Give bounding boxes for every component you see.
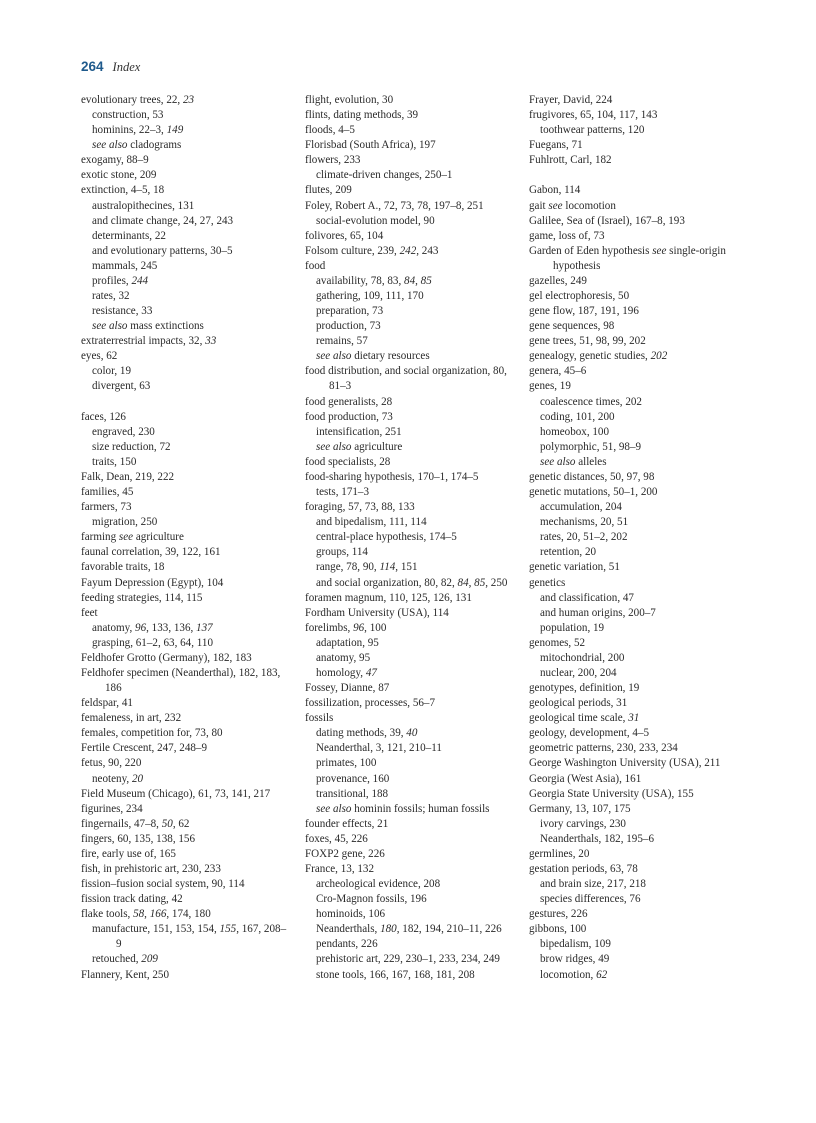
- index-entry: eyes, 62: [81, 350, 118, 363]
- index-entry: Galilee, Sea of (Israel), 167–8, 193: [529, 214, 685, 227]
- index-subentry: groups, 114: [316, 546, 368, 559]
- index-entry: gene trees, 51, 98, 99, 202: [529, 335, 646, 348]
- index-entry: geological time scale, 31: [529, 712, 640, 725]
- index-entry: Fordham University (USA), 114: [305, 606, 449, 619]
- index-entry: flight, evolution, 30: [305, 94, 394, 106]
- index-subentry: and bipedalism, 111, 114: [316, 516, 427, 529]
- index-entry: food production, 73: [305, 410, 393, 423]
- index-entry: Georgia (West Asia), 161: [529, 772, 642, 785]
- index-entry: floods, 4–5: [305, 124, 355, 137]
- index-subentry: prehistoric art, 229, 230–1, 233, 234, 249: [316, 953, 500, 966]
- index-entry: fish, in prehistoric art, 230, 233: [81, 862, 221, 875]
- index-subentry: availability, 78, 83, 84, 85: [316, 274, 432, 287]
- index-subentry: anatomy, 95: [316, 651, 371, 664]
- index-subentry: color, 19: [92, 365, 131, 378]
- index-entry: game, loss of, 73: [529, 229, 605, 242]
- index-subentry: anatomy, 96, 133, 136, 137: [92, 621, 213, 634]
- index-entry: favorable traits, 18: [81, 561, 165, 574]
- index-subentry: archeological evidence, 208: [316, 878, 441, 891]
- index-entry: France, 13, 132: [305, 862, 375, 875]
- index-column-1: [81, 93, 291, 983]
- index-entry: faunal correlation, 39, 122, 161: [81, 546, 221, 559]
- index-subentry: mammals, 245: [92, 259, 158, 272]
- index-subentry: social-evolution model, 90: [316, 214, 435, 227]
- index-entry: forelimbs, 96, 100: [305, 621, 387, 634]
- index-entry: extinction, 4–5, 18: [81, 184, 165, 197]
- index-entry: Foley, Robert A., 72, 73, 78, 197–8, 251: [305, 199, 484, 212]
- page-header: [81, 58, 140, 76]
- index-subentry: locomotion, 62: [540, 968, 608, 981]
- index-subentry: engraved, 230: [92, 425, 155, 438]
- index-entry: geometric patterns, 230, 233, 234: [529, 742, 678, 755]
- index-subentry: determinants, 22: [92, 229, 166, 242]
- index-entry: fire, early use of, 165: [81, 847, 176, 860]
- index-subentry: tests, 171–3: [316, 486, 370, 499]
- index-entry: foxes, 45, 226: [305, 832, 368, 845]
- index-subentry: population, 19: [540, 621, 605, 634]
- index-subentry: intensification, 251: [316, 425, 402, 438]
- index-subentry: and classification, 47: [540, 591, 634, 604]
- index-subentry: see also agriculture: [316, 440, 403, 453]
- index-entry: Feldhofer specimen (Neanderthal), 182, 183, 186: [81, 666, 281, 695]
- index-entry: foraging, 57, 73, 88, 133: [305, 501, 415, 514]
- index-entry: femaleness, in art, 232: [81, 712, 182, 725]
- index-subentry: retention, 20: [540, 546, 597, 559]
- index-entry: genetic mutations, 50–1, 200: [529, 486, 658, 499]
- index-entry: genetic distances, 50, 97, 98: [529, 470, 655, 483]
- index-entry: fission track dating, 42: [81, 893, 183, 906]
- index-entry: food-sharing hypothesis, 170–1, 174–5: [305, 470, 479, 483]
- index-subentry: range, 78, 90, 114, 151: [316, 561, 418, 574]
- index-subentry: and human origins, 200–7: [540, 606, 656, 619]
- index-entry: Falk, Dean, 219, 222: [81, 470, 175, 483]
- index-subentry: species differences, 76: [540, 893, 641, 906]
- index-entry: feeding strategies, 114, 115: [81, 591, 203, 604]
- index-subentry: hominoids, 106: [316, 908, 386, 921]
- index-entry: Flannery, Kent, 250: [81, 968, 170, 981]
- index-subentry: coalescence times, 202: [540, 395, 642, 408]
- index-entry: gene sequences, 98: [529, 320, 615, 333]
- index-entry: genotypes, definition, 19: [529, 682, 640, 695]
- index-subentry: Neanderthals, 180, 182, 194, 210–11, 226: [316, 923, 502, 936]
- index-entry: evolutionary trees, 22, 23: [81, 94, 195, 106]
- index-column-3: [529, 93, 744, 983]
- index-entry: germlines, 20: [529, 847, 590, 860]
- index-subentry: mitochondrial, 200: [540, 651, 625, 664]
- page-number: 264: [81, 59, 104, 74]
- index-entry: Fuhlrott, Carl, 182: [529, 154, 612, 167]
- index-subentry: bipedalism, 109: [540, 938, 611, 951]
- index-entry: food: [305, 259, 326, 272]
- index-entry: females, competition for, 73, 80: [81, 727, 223, 740]
- index-subentry: adaptation, 95: [316, 636, 379, 649]
- index-entry: foramen magnum, 110, 125, 126, 131: [305, 591, 472, 604]
- index-entry: gestation periods, 63, 78: [529, 862, 638, 875]
- index-subentry: remains, 57: [316, 335, 368, 348]
- index-subentry: see also dietary resources: [316, 350, 430, 363]
- index-subentry: neoteny, 20: [92, 772, 144, 785]
- index-entry: gibbons, 100: [529, 923, 587, 936]
- index-entry: flutes, 209: [305, 184, 352, 197]
- index-entry: food distribution, and social organization, 80, 81–3: [305, 365, 507, 393]
- index-entry: food specialists, 28: [305, 455, 391, 468]
- index-entry: fossils: [305, 712, 334, 725]
- index-entry: genomes, 52: [529, 636, 586, 649]
- index-entry: fission–fusion social system, 90, 114: [81, 878, 245, 891]
- index-column-2: [305, 93, 517, 983]
- index-entry: Gabon, 114: [529, 184, 581, 197]
- letter-group-gap: [81, 395, 291, 410]
- index-subentry: and social organization, 80, 82, 84, 85, 250: [316, 576, 508, 589]
- index-subentry: and brain size, 217, 218: [540, 878, 646, 891]
- index-entry: FOXP2 gene, 226: [305, 847, 385, 860]
- index-entry: exotic stone, 209: [81, 169, 157, 182]
- index-subentry: migration, 250: [92, 516, 158, 529]
- index-subentry: manufacture, 151, 153, 154, 155, 167, 208–9: [92, 923, 287, 951]
- index-entry: Fayum Depression (Egypt), 104: [81, 576, 224, 589]
- index-entry: Field Museum (Chicago), 61, 73, 141, 217: [81, 787, 271, 800]
- index-entry: Feldhofer Grotto (Germany), 182, 183: [81, 651, 252, 664]
- index-entry: Frayer, David, 224: [529, 94, 613, 106]
- index-entry: genera, 45–6: [529, 365, 587, 378]
- index-subentry: rates, 20, 51–2, 202: [540, 531, 628, 544]
- index-subentry: homology, 47: [316, 666, 377, 679]
- index-entry: gestures, 226: [529, 908, 588, 921]
- running-title: Index: [112, 60, 141, 74]
- index-subentry: Cro-Magnon fossils, 196: [316, 893, 427, 906]
- index-entry: figurines, 234: [81, 802, 143, 815]
- index-subentry: accumulation, 204: [540, 501, 622, 514]
- index-subentry: divergent, 63: [92, 380, 151, 393]
- index-entry: fingers, 60, 135, 138, 156: [81, 832, 196, 845]
- index-entry: founder effects, 21: [305, 817, 389, 830]
- index-subentry: brow ridges, 49: [540, 953, 610, 966]
- index-subentry: hominins, 22–3, 149: [92, 124, 184, 137]
- index-subentry: toothwear patterns, 120: [540, 124, 645, 137]
- index-subentry: profiles, 244: [92, 274, 149, 287]
- index-entry: folivores, 65, 104: [305, 229, 384, 242]
- index-subentry: dating methods, 39, 40: [316, 727, 418, 740]
- index-subentry: primates, 100: [316, 757, 377, 770]
- index-subentry: size reduction, 72: [92, 440, 171, 453]
- index-subentry: pendants, 226: [316, 938, 378, 951]
- index-entry: flowers, 233: [305, 154, 361, 167]
- index-subentry: grasping, 61–2, 63, 64, 110: [92, 636, 213, 649]
- index-entry: feldspar, 41: [81, 697, 133, 710]
- index-entry: Germany, 13, 107, 175: [529, 802, 631, 815]
- index-subentry: Neanderthal, 3, 121, 210–11: [316, 742, 442, 755]
- index-entry: flake tools, 58, 166, 174, 180: [81, 908, 211, 921]
- index-entry: Garden of Eden hypothesis see single-origin hypothesis: [529, 244, 726, 272]
- index-entry: gait see locomotion: [529, 199, 616, 212]
- index-subentry: climate-driven changes, 250–1: [316, 169, 453, 182]
- index-entry: gene flow, 187, 191, 196: [529, 305, 639, 318]
- index-entry: Fossey, Dianne, 87: [305, 682, 390, 695]
- index-entry: exogamy, 88–9: [81, 154, 149, 167]
- index-subentry: Neanderthals, 182, 195–6: [540, 832, 654, 845]
- index-entry: farmers, 73: [81, 501, 132, 514]
- index-subentry: homeobox, 100: [540, 425, 610, 438]
- index-entry: genetic variation, 51: [529, 561, 620, 574]
- index-entry: Folsom culture, 239, 242, 243: [305, 244, 439, 257]
- index-entry: George Washington University (USA), 211: [529, 757, 721, 770]
- index-subentry: coding, 101, 200: [540, 410, 615, 423]
- index-subentry: rates, 32: [92, 290, 130, 303]
- index-entry: geology, development, 4–5: [529, 727, 650, 740]
- index-entry: flints, dating methods, 39: [305, 109, 419, 122]
- index-subentry: preparation, 73: [316, 305, 384, 318]
- index-entry: genealogy, genetic studies, 202: [529, 350, 668, 363]
- index-entry: families, 45: [81, 486, 134, 499]
- index-subentry: gathering, 109, 111, 170: [316, 290, 424, 303]
- index-subentry: polymorphic, 51, 98–9: [540, 440, 642, 453]
- index-subentry: retouched, 209: [92, 953, 158, 966]
- index-subentry: mechanisms, 20, 51: [540, 516, 629, 529]
- index-subentry: production, 73: [316, 320, 381, 333]
- index-entry: feet: [81, 606, 98, 619]
- index-entry: Fuegans, 71: [529, 139, 583, 152]
- index-entry: Fertile Crescent, 247, 248–9: [81, 742, 208, 755]
- index-entry: gazelles, 249: [529, 274, 587, 287]
- index-subentry: central-place hypothesis, 174–5: [316, 531, 457, 544]
- index-subentry: see also alleles: [540, 455, 607, 468]
- index-subentry: see also hominin fossils; human fossils: [316, 802, 490, 815]
- index-subentry: provenance, 160: [316, 772, 390, 785]
- letter-group-gap: [529, 168, 744, 183]
- index-entry: gel electrophoresis, 50: [529, 290, 630, 303]
- index-entry: fossilization, processes, 56–7: [305, 697, 436, 710]
- index-entry: genetics: [529, 576, 566, 589]
- index-subentry: traits, 150: [92, 455, 137, 468]
- index-entry: food generalists, 28: [305, 395, 393, 408]
- index-subentry: see also cladograms: [92, 139, 182, 152]
- index-entry: extraterrestrial impacts, 32, 33: [81, 335, 217, 348]
- index-entry: faces, 126: [81, 410, 126, 423]
- index-subentry: resistance, 33: [92, 305, 153, 318]
- index-entry: Georgia State University (USA), 155: [529, 787, 694, 800]
- index-subentry: australopithecines, 131: [92, 199, 195, 212]
- index-entry: fingernails, 47–8, 50, 62: [81, 817, 190, 830]
- index-entry: farming see agriculture: [81, 531, 184, 544]
- index-entry: fetus, 90, 220: [81, 757, 142, 770]
- index-subentry: nuclear, 200, 204: [540, 666, 617, 679]
- index-entry: geological periods, 31: [529, 697, 628, 710]
- index-entry: Florisbad (South Africa), 197: [305, 139, 436, 152]
- index-subentry: stone tools, 166, 167, 168, 181, 208: [316, 968, 475, 981]
- index-subentry: and climate change, 24, 27, 243: [92, 214, 234, 227]
- index-entry: genes, 19: [529, 380, 571, 393]
- index-entry: frugivores, 65, 104, 117, 143: [529, 109, 658, 122]
- index-subentry: see also mass extinctions: [92, 320, 204, 333]
- index-subentry: transitional, 188: [316, 787, 389, 800]
- index-subentry: and evolutionary patterns, 30–5: [92, 244, 233, 257]
- index-subentry: construction, 53: [92, 109, 164, 122]
- index-subentry: ivory carvings, 230: [540, 817, 626, 830]
